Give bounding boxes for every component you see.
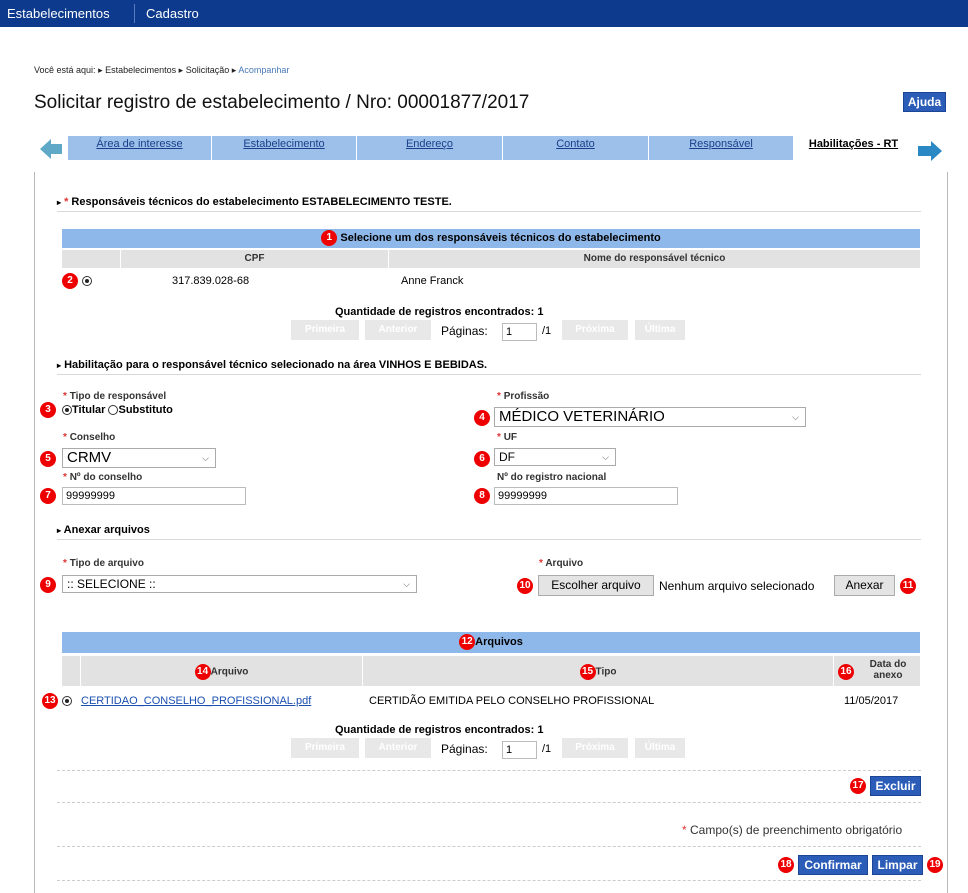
records-count: Quantidade de registros encontrados: 1 [335,724,544,736]
divider [57,539,921,540]
col-data: Data do anexo [869,659,907,681]
chevron-down-icon: ⌵ [403,579,410,589]
pages-label: Páginas: [441,324,488,338]
titular-radio[interactable] [62,405,72,415]
breadcrumb-sep: ▸ [98,65,103,75]
page-title: Solicitar registro de estabelecimento / Nro: 00001877/2017 [34,92,530,113]
dashed-divider [57,880,921,881]
top-navbar [0,0,968,27]
tab-habilitacoes-rt[interactable]: Habilitações - RT [794,136,914,160]
tab-contato[interactable]: Contato [503,136,649,160]
cell-data: 11/05/2017 [844,695,899,707]
records-count: Quantidade de registros encontrados: 1 [335,306,544,318]
tipo-responsavel-label: * Tipo de responsável [63,391,167,402]
cell-cpf: 317.839.028-68 [172,275,250,287]
dashed-divider [57,770,921,771]
first-page-button[interactable]: Primeira [291,320,359,340]
files-table-header: 12 Arquivos [62,632,920,653]
uf-select[interactable]: DF ⌵ [494,448,616,466]
badge-15: 15 [580,664,596,680]
conselho-select[interactable]: CRMV ⌵ [62,448,216,468]
badge-19: 19 [927,857,943,873]
clear-button[interactable]: Limpar [872,855,923,875]
page-number-input[interactable]: 1 [502,323,537,341]
tipo-arquivo-select[interactable]: :: SELECIONE :: ⌵ [62,575,417,593]
section-rt-title: ▸ * Responsáveis técnicos do estabelecimento ESTABELECIMENTO TESTE. [57,196,452,208]
tipo-responsavel-group [62,404,173,416]
section-anexar-title: ▸ Anexar arquivos [57,524,150,536]
substituto-label: Substituto [118,404,173,416]
rt-row-radio[interactable] [82,276,92,286]
help-button[interactable]: Ajuda [903,92,946,112]
chevron-down-icon: ⌵ [792,412,799,422]
pages-label: Páginas: [441,742,488,756]
conselho-label: * Conselho [63,432,116,443]
col-arquivo: 14 Arquivo [81,664,362,680]
badge-4: 4 [474,410,490,426]
no-file-text: Nenhum arquivo selecionado [659,579,815,593]
arrow-left-icon[interactable] [40,138,62,160]
dashed-divider [57,846,921,847]
badge-5: 5 [40,451,56,467]
badge-18: 18 [778,857,794,873]
confirm-button[interactable]: Confirmar [798,855,868,875]
next-page-button[interactable]: Próxima [562,738,628,758]
breadcrumb-sep: ▸ [178,65,184,75]
num-registro-label: Nº do registro nacional [497,472,607,483]
badge-17: 17 [850,778,866,794]
tab-area-interesse[interactable]: Área de interesse [68,136,212,160]
badge-11: 11 [900,578,916,594]
badge-13: 13 [42,693,58,709]
rt-table-header: 1 Selecione um dos responsáveis técnicos do estabelecimento [62,229,920,248]
mandatory-note: * Campo(s) de preenchimento obrigatório [682,823,903,837]
divider [57,374,921,375]
last-page-button[interactable]: Última [635,320,685,340]
tab-responsavel[interactable]: Responsável [649,136,794,160]
badge-10: 10 [517,578,533,594]
col-cpf: CPF [244,253,265,264]
arquivo-label: * Arquivo [539,558,584,569]
badge-16: 16 [838,664,854,680]
nav-cadastro[interactable]: Cadastro [146,6,199,21]
num-registro-input[interactable]: 99999999 [494,487,678,505]
badge-8: 8 [474,488,490,504]
profissao-select[interactable]: MÉDICO VETERINÁRIO ⌵ [494,407,806,427]
nav-estabelecimentos[interactable]: Estabelecimentos [7,6,110,21]
breadcrumb [34,65,289,76]
tab-endereco[interactable]: Endereço [357,136,503,160]
badge-6: 6 [474,451,490,467]
prev-page-button[interactable]: Anterior [365,320,431,340]
col-nome: Nome do responsável técnico [583,253,726,264]
num-conselho-label: * Nº do conselho [63,472,143,483]
num-conselho-input[interactable]: 99999999 [62,487,246,505]
dashed-divider [57,802,921,803]
cell-tipo: CERTIDÃO EMITIDA PELO CONSELHO PROFISSIONAL [369,695,655,707]
chevron-down-icon: ⌵ [602,452,609,462]
badge-1: 1 [321,230,337,246]
delete-button[interactable]: Excluir [870,776,921,796]
tipo-arquivo-label: * Tipo de arquivo [63,558,144,569]
badge-12: 12 [459,634,475,650]
prev-page-button[interactable]: Anterior [365,738,431,758]
breadcrumb-current: Acompanhar [238,65,290,75]
nav-divider [134,4,135,23]
breadcrumb-sep: ▸ [231,65,237,75]
breadcrumb-solicitacao[interactable]: Solicitação [185,65,230,75]
badge-7: 7 [40,488,56,504]
uf-label: * UF [497,432,518,443]
col-tipo: 15 Tipo [363,664,833,680]
chevron-down-icon: ⌵ [202,453,209,463]
section-habilitacao-title: ▸ Habilitação para o responsável técnico selecionado na área VINHOS E BEBIDAS. [57,359,488,371]
pages-total: /1 [542,325,552,337]
files-table-columns [62,656,920,686]
pages-total: /1 [542,743,552,755]
rt-table-columns [62,250,920,268]
last-page-button[interactable]: Última [635,738,685,758]
divider [57,211,921,212]
badge-9: 9 [40,577,56,593]
file-row-radio[interactable] [62,696,72,706]
badge-14: 14 [195,664,211,680]
file-link[interactable]: CERTIDAO_CONSELHO_PROFISSIONAL.pdf [81,695,312,707]
page-number-input[interactable]: 1 [502,741,537,759]
substituto-radio[interactable] [108,405,118,415]
table-row [62,272,920,290]
table-row [42,692,920,710]
badge-3: 3 [40,402,56,418]
breadcrumb-estabelecimentos[interactable]: Estabelecimentos [105,65,177,75]
next-page-button[interactable]: Próxima [562,320,628,340]
profissao-label: * Profissão [497,391,550,402]
titular-label: Titular [72,404,106,416]
cell-nome: Anne Franck [401,275,464,287]
attach-button[interactable]: Anexar [834,575,895,596]
main-panel [34,172,948,893]
wizard-tabs [34,130,946,170]
arrow-right-icon[interactable] [918,140,942,162]
badge-2: 2 [62,273,78,289]
choose-file-button[interactable]: Escolher arquivo [538,575,654,596]
first-page-button[interactable]: Primeira [291,738,359,758]
tab-estabelecimento[interactable]: Estabelecimento [212,136,357,160]
breadcrumb-prefix: Você está aqui: [34,65,96,75]
